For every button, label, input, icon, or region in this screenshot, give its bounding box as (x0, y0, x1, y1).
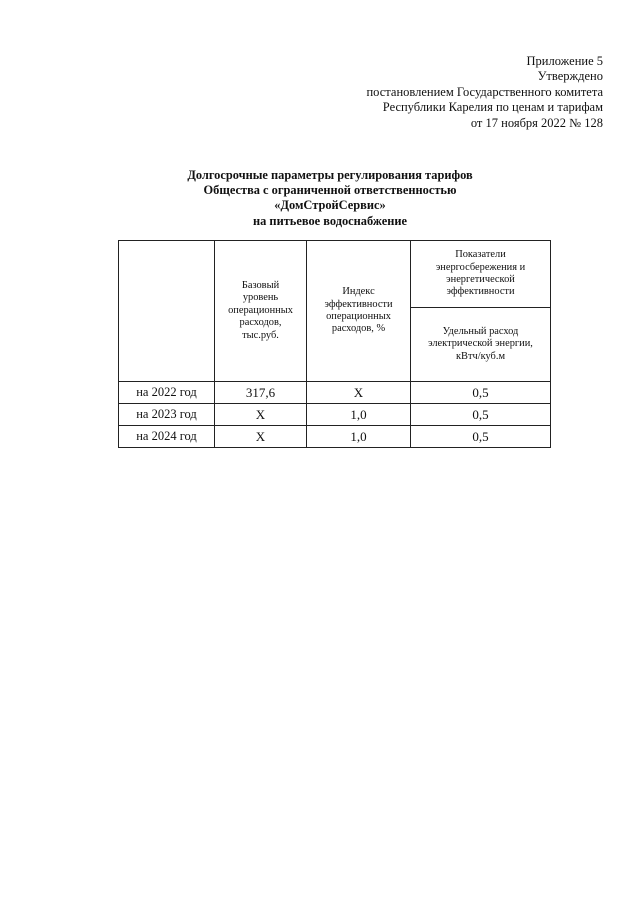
table-row (119, 426, 551, 448)
title-line-1: Долгосрочные параметры регулирования тарифов (187, 168, 473, 182)
header-base-level (215, 241, 307, 382)
header-empty-cell (119, 241, 215, 382)
title-line-3: «ДомСтройСервис» (274, 198, 386, 213)
row-base-level: Х (215, 404, 307, 426)
decree-date: от 17 ноября 2022 № 128 (470, 115, 603, 130)
table-row (119, 382, 551, 404)
header-energy-group (411, 241, 551, 308)
row-year: на 2022 год (119, 382, 215, 404)
header-base-level-text: Базовый уровень операционных расходов, тыс.руб. (228, 279, 293, 341)
row-base-level: 317,6 (215, 382, 307, 404)
row-efficiency-index: 1,0 (307, 404, 411, 426)
row-efficiency-index: 1,0 (307, 426, 411, 448)
table-header-row (119, 241, 551, 308)
row-energy-consumption: 0,5 (411, 404, 551, 426)
table-row (119, 404, 551, 426)
header-efficiency-index-text: Индекс эффективности операционных расходов, % (324, 286, 393, 335)
document-title (150, 168, 510, 229)
header-energy-consumption (411, 308, 551, 382)
title-line-2: Общества с ограниченной ответственностью (203, 183, 457, 198)
header-energy-group-text: Показатели энергосбережения и энергетической эффективности (435, 249, 526, 298)
tariff-parameters-table (118, 240, 551, 448)
appendix-number: Приложение 5 (526, 54, 603, 68)
approved-label: Утверждено (537, 69, 603, 84)
row-energy-consumption: 0,5 (411, 382, 551, 404)
row-base-level: Х (215, 426, 307, 448)
header-energy-consumption-text: Удельный расход электрической энергии, кВтч/куб.м (428, 325, 533, 362)
committee-line: Республики Карелия по ценам и тарифам (382, 100, 603, 115)
row-efficiency-index: Х (307, 382, 411, 404)
row-year: на 2024 год (119, 426, 215, 448)
title-line-4: на питьевое водоснабжение (253, 213, 407, 228)
header-efficiency-index (307, 241, 411, 382)
row-energy-consumption: 0,5 (411, 426, 551, 448)
approval-header (303, 54, 603, 131)
row-year: на 2023 год (119, 404, 215, 426)
decree-line: постановлением Государственного комитета (366, 84, 603, 99)
